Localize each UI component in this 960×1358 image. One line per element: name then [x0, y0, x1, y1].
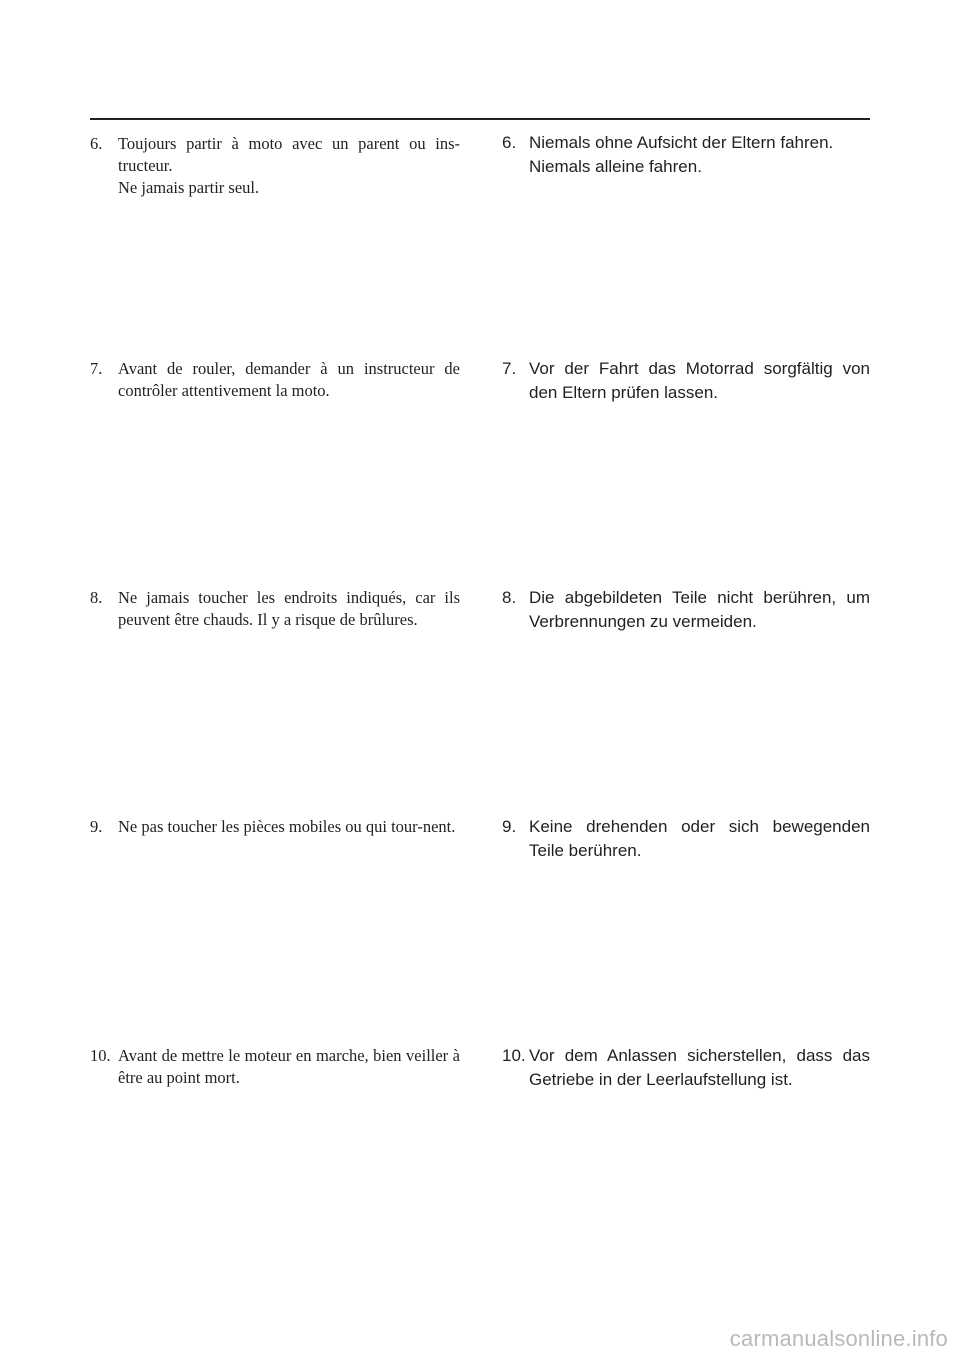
- item-number: 8.: [90, 588, 103, 607]
- item-line: Die abgebildeten Teile nicht berühren, um Verbrennungen zu vermeiden.: [529, 588, 870, 631]
- german-item-6: [502, 131, 870, 179]
- item-text: [118, 358, 460, 402]
- item-number: 7.: [90, 359, 103, 378]
- french-item-7: [90, 358, 460, 402]
- item-text: [118, 133, 460, 199]
- item-number: 6.: [90, 134, 103, 153]
- item-number: 8.: [502, 588, 517, 607]
- item-line: Avant de rouler, demander à un instructeur de contrôler attentivement la moto.: [118, 359, 460, 400]
- item-text: [529, 357, 870, 405]
- item-line: Ne jamais partir seul.: [118, 178, 260, 197]
- top-rule: [90, 118, 870, 120]
- german-item-10: [502, 1044, 870, 1092]
- item-number: 9.: [502, 817, 517, 836]
- item-text: [118, 1045, 460, 1089]
- item-line: Vor dem Anlassen sicherstellen, dass das Getriebe in der Leerlaufstellung ist.: [529, 1046, 870, 1089]
- french-item-6: [90, 133, 460, 199]
- item-line: Niemals ohne Aufsicht der Eltern fahren.: [529, 133, 834, 152]
- item-text: [118, 816, 460, 838]
- item-number: 10.: [90, 1046, 111, 1065]
- item-number: 6.: [502, 133, 517, 152]
- item-line: Vor der Fahrt das Motorrad sorgfältig von den Eltern prüfen lassen.: [529, 359, 870, 402]
- item-number: 7.: [502, 359, 517, 378]
- watermark-text: carmanualsonline.info: [729, 1326, 948, 1351]
- german-item-8: [502, 586, 870, 634]
- french-item-8: [90, 587, 460, 631]
- item-line: Ne jamais toucher les endroits indiqués, car ils peuvent être chauds. Il y a risque de brûlures.: [118, 588, 460, 629]
- item-number: 10.: [502, 1046, 526, 1065]
- french-item-9: [90, 816, 460, 838]
- item-text: [529, 1044, 870, 1092]
- german-item-7: [502, 357, 870, 405]
- item-line: Keine drehenden oder sich bewegenden Teile berühren.: [529, 817, 870, 860]
- item-line: Ne pas toucher les pièces mobiles ou qui tour-nent.: [118, 817, 456, 836]
- item-line: Niemals alleine fahren.: [529, 157, 702, 176]
- french-item-10: [90, 1045, 460, 1089]
- item-text: [529, 131, 870, 179]
- item-line: Avant de mettre le moteur en marche, bien veiller à être au point mort.: [118, 1046, 460, 1087]
- item-text: [118, 587, 460, 631]
- german-item-9: [502, 815, 870, 863]
- item-text: [529, 586, 870, 634]
- item-number: 9.: [90, 817, 103, 836]
- item-line: Toujours partir à moto avec un parent ou ins-tructeur.: [118, 134, 460, 175]
- item-text: [529, 815, 870, 863]
